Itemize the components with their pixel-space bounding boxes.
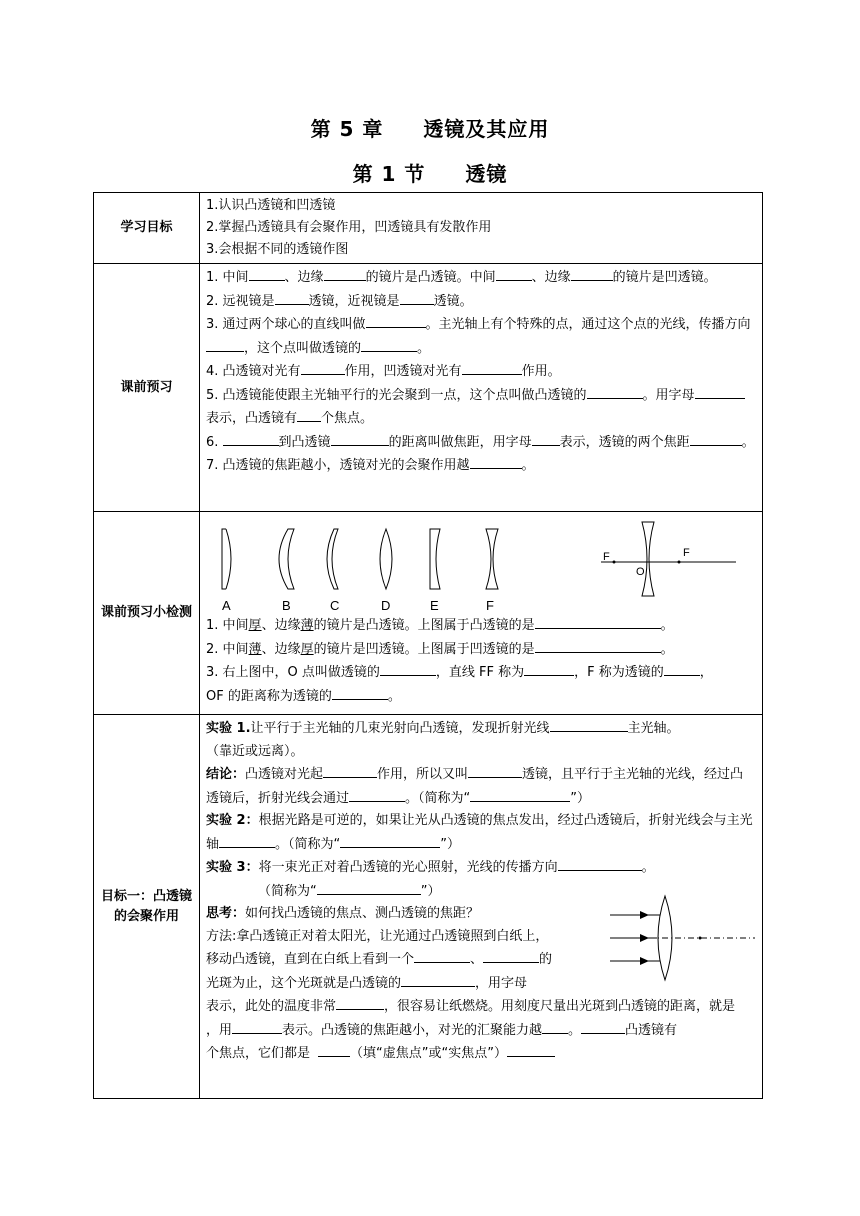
text: 厚 [300, 641, 314, 657]
text: 根据光路是可逆的，如果让光从凸透镜的焦点发出，经过凸透镜后，折射光线会与主光轴 [206, 813, 753, 852]
text: 到凸透镜 [278, 434, 331, 450]
blank[interactable] [470, 787, 570, 802]
chapter-number: 第 5 章 [310, 117, 384, 141]
blank[interactable] [317, 880, 421, 895]
lens-label: D [381, 598, 391, 613]
exp2-head: 实验 2： [206, 813, 259, 828]
text: 。用字母 [642, 387, 695, 403]
blank[interactable] [219, 833, 275, 848]
blank[interactable] [496, 266, 532, 281]
text: 的镜片是凸透镜。上图属于凸透镜的是 [313, 618, 535, 633]
blank[interactable] [400, 290, 434, 305]
text: 3. 右上图中，O 点叫做透镜的 [206, 665, 380, 680]
text: 表示，凸透镜有 [206, 411, 298, 426]
text: 作用，凹透镜对光有 [344, 364, 462, 379]
blank[interactable] [361, 337, 417, 352]
text: ，很容易让纸燃烧。用刻度尺量出光斑到凸透镜的距离，就是 [384, 999, 736, 1014]
blank[interactable] [232, 1019, 282, 1034]
conclusion-head: 结论： [206, 767, 246, 782]
text: 、边缘 [531, 270, 571, 285]
preview-content [200, 264, 763, 512]
text: 3. 通过两个球心的直线叫做 [206, 317, 366, 332]
lens-f-icon [486, 529, 498, 589]
text: 光斑为止，这个光斑就是凸透镜的 [206, 975, 402, 991]
text: 个焦点，它们都是 [206, 1046, 311, 1061]
text: 薄 [248, 641, 262, 657]
text: 的镜片是凹透镜。 [612, 270, 717, 285]
text: ”） [440, 836, 461, 852]
section-title [0, 158, 860, 187]
method-line [206, 948, 601, 972]
row-goals [94, 193, 763, 264]
exp3 [206, 856, 756, 880]
method-line [206, 1042, 756, 1066]
lens-b-icon [279, 529, 294, 589]
exp1-note: （靠近或远离）。 [206, 743, 304, 759]
text: ，直线 FF 称为 [435, 665, 525, 680]
lens-label: A [222, 598, 231, 613]
blank[interactable] [301, 360, 345, 375]
blank[interactable] [332, 685, 388, 700]
section-number: 第 1 节 [352, 162, 426, 186]
convex-lens-ray-diagram [605, 893, 755, 983]
preview-q3 [206, 313, 756, 360]
exp1 [206, 717, 756, 741]
method-line [206, 972, 601, 996]
text: ”） [570, 790, 591, 806]
goal-line: 3.会根据不同的透镜作图 [206, 242, 349, 257]
text: OF 的距离称为透镜的 [206, 688, 332, 704]
blank[interactable] [331, 431, 389, 446]
blank[interactable] [380, 661, 436, 676]
blank[interactable] [249, 266, 285, 281]
check-label: 课前预习小检测 [94, 512, 200, 715]
preview-q4 [206, 360, 756, 384]
text: 、边缘 [284, 270, 324, 285]
lens-e-icon [430, 529, 440, 589]
text: 6. [206, 434, 223, 450]
blank[interactable] [468, 763, 522, 778]
exp2 [206, 810, 756, 856]
focus-right-label: F [683, 547, 690, 559]
text: 。 [521, 458, 535, 473]
text: 。 [660, 618, 674, 633]
blank[interactable] [524, 661, 574, 676]
chapter-title [0, 113, 860, 142]
text: 薄 [300, 618, 314, 633]
text: 个焦点。 [321, 411, 374, 426]
blank[interactable] [318, 1042, 350, 1057]
lens-d-icon [380, 529, 392, 589]
exp1-head: 实验 1. [206, 721, 251, 736]
method-line [206, 1019, 756, 1043]
blank[interactable] [558, 856, 642, 871]
lens-label: B [282, 598, 291, 613]
check-q3-cont [206, 685, 756, 709]
blank[interactable] [571, 266, 613, 281]
goals-label: 学习目标 [94, 193, 200, 264]
blank[interactable] [206, 337, 244, 352]
preview-q7 [206, 454, 756, 478]
preview-q5 [206, 384, 756, 431]
text: 将一束光正对着凸透镜的光心照射，光线的传播方向 [258, 860, 558, 875]
text: ，这个点叫做透镜的 [244, 340, 362, 356]
lens-a-icon [222, 529, 231, 589]
blank[interactable] [587, 384, 643, 399]
focal-diagram [601, 522, 736, 596]
text: 1. 中间 [206, 270, 249, 285]
text: ， [699, 665, 713, 680]
blank[interactable] [340, 833, 440, 848]
worksheet-table [93, 192, 763, 1099]
text: 5. 凸透镜能使跟主光轴平行的光会聚到一点，这个点叫做凸透镜的 [206, 387, 587, 403]
blank[interactable] [323, 763, 377, 778]
text: 的距离叫做焦距，用字母 [388, 434, 532, 450]
lens-label: F [486, 598, 494, 613]
text: 透镜，近视镜是 [308, 293, 400, 309]
blank[interactable] [324, 266, 366, 281]
goals-content [200, 193, 763, 264]
blank[interactable] [507, 1042, 555, 1057]
goal1-label: 目标一：凸透镜的会聚作用 [94, 715, 200, 1099]
blank[interactable] [462, 360, 522, 375]
blank[interactable] [366, 313, 426, 328]
preview-q2 [206, 290, 756, 314]
goal-line: 2.掌握凸透镜具有会聚作用，凹透镜具有发散作用 [206, 220, 492, 235]
conclusion [206, 763, 756, 810]
text: 7. 凸透镜的焦距越小，透镜对光的会聚作用越 [206, 458, 470, 473]
text: 的镜片是凹透镜。上图属于凹透镜的是 [313, 641, 535, 657]
text: 。 [641, 860, 655, 875]
text: ”） [420, 883, 441, 899]
preview-q1 [206, 266, 756, 290]
row-preview [94, 264, 763, 512]
check-q3 [206, 661, 756, 685]
blank[interactable] [349, 787, 405, 802]
blank[interactable] [275, 290, 309, 305]
text: 让平行于主光轴的几束光射向凸透镜，发现折射光线 [250, 721, 550, 736]
text: 作用。 [521, 364, 561, 379]
text: 。（简称为“ [405, 790, 471, 806]
text: 厚 [248, 618, 262, 633]
blank[interactable] [664, 661, 700, 676]
text: 的 [539, 952, 553, 967]
method-line [206, 995, 756, 1019]
method-line: 方法:拿凸透镜正对着太阳光，让光通过凸透镜照到白纸上， [206, 928, 549, 944]
text: 主光轴。 [627, 721, 680, 736]
text: 凸透镜对光起 [245, 767, 324, 782]
blank[interactable] [297, 407, 321, 422]
lens-figures [206, 514, 756, 614]
blank[interactable] [336, 995, 384, 1010]
blank[interactable] [483, 948, 539, 963]
text: 作用，所以又叫 [377, 767, 469, 782]
blank[interactable] [223, 431, 279, 446]
lens-label: C [330, 598, 340, 613]
text: 、边缘 [261, 618, 301, 633]
think-head: 思考： [206, 906, 246, 921]
check-q1 [206, 614, 756, 638]
blank[interactable] [414, 948, 470, 963]
text: （填“虚焦点”或“实焦点”） [350, 1046, 507, 1061]
text: 凸透镜有 [625, 1022, 678, 1038]
blank[interactable] [690, 431, 742, 446]
text: 移动凸透镜，直到在白纸上看到一个 [206, 952, 415, 967]
text: 。 [568, 1022, 582, 1038]
row-check [94, 512, 763, 715]
text: 。主光轴上有个特殊的点，通过这个点的光线，传播方向 [425, 317, 751, 332]
goal1-content [200, 715, 763, 1099]
text: ，用 [206, 1022, 233, 1038]
text: （简称为“ [258, 883, 317, 899]
blank[interactable] [532, 431, 560, 446]
preview-label: 课前预习 [94, 264, 200, 512]
blank[interactable] [535, 614, 661, 629]
optical-center-label: O [636, 566, 645, 578]
blank[interactable] [550, 717, 628, 732]
text: 。 [660, 641, 674, 657]
row-goal1 [94, 715, 763, 1099]
blank[interactable] [581, 1019, 625, 1034]
text: 2. 远视镜是 [206, 293, 275, 309]
section-name: 透镜 [465, 162, 508, 186]
text: 1. 中间 [206, 618, 249, 633]
blank[interactable] [535, 638, 661, 653]
text: 、 [470, 952, 484, 967]
text: ，F 称为透镜的 [574, 665, 664, 680]
text: 。 [741, 434, 755, 450]
text: 的镜片是凸透镜。中间 [365, 270, 496, 285]
blank[interactable] [401, 972, 475, 987]
exp3-head: 实验 3： [206, 860, 259, 875]
preview-q6 [206, 431, 756, 455]
text: 。（简称为“ [275, 836, 341, 852]
check-q2 [206, 638, 756, 662]
text: 、边缘 [261, 641, 301, 657]
blank[interactable] [470, 454, 522, 469]
text: 。 [417, 340, 431, 356]
text: 透镜。 [433, 293, 473, 309]
text: 。 [387, 688, 401, 704]
check-content [200, 512, 763, 715]
blank[interactable] [542, 1019, 568, 1034]
text: 透镜，且平行于主光轴的光线，经过凸透镜后，折射光线会通过 [206, 767, 744, 806]
method-block [206, 926, 601, 996]
text: 2. 中间 [206, 641, 249, 657]
goal-line: 1.认识凸透镜和凹透镜 [206, 198, 336, 213]
chapter-name: 透镜及其应用 [423, 117, 550, 141]
text: 如何找凸透镜的焦点、测凸透镜的焦距？ [245, 906, 480, 921]
text: 表示，此处的温度非常 [206, 999, 337, 1014]
text: 4. 凸透镜对光有 [206, 364, 301, 379]
lens-c-icon [327, 529, 338, 589]
lens-label: E [430, 598, 439, 613]
focus-left-label: F [603, 551, 610, 563]
text: ，用字母 [475, 975, 528, 991]
blank[interactable] [695, 384, 745, 399]
text: 表示，透镜的两个焦距 [559, 434, 690, 450]
text: 表示。凸透镜的焦距越小，对光的汇聚能力越 [282, 1022, 543, 1038]
